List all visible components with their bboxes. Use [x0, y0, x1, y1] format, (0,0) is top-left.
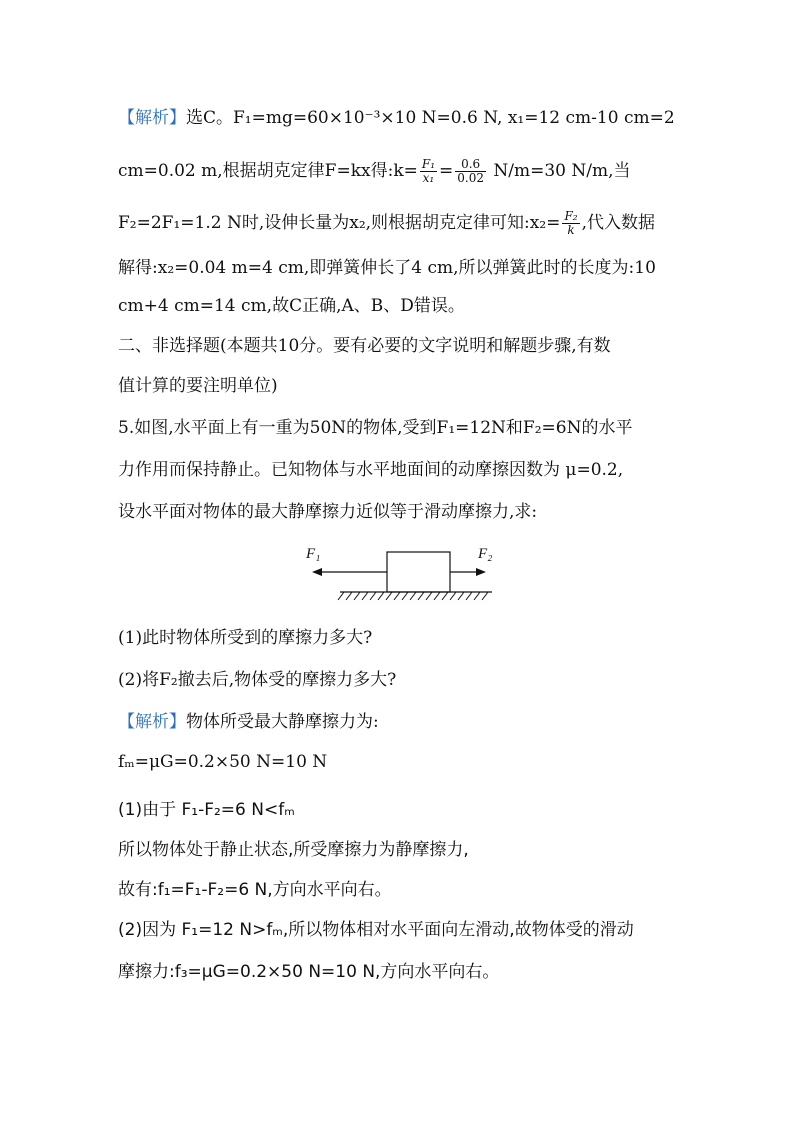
analysis-1-line-4: 解得:x₂=0.04 m=4 cm,即弹簧伸长了4 cm,所以弹簧此时的长度为:10 — [118, 258, 656, 278]
fraction-f1-over-x1 — [420, 158, 437, 185]
question-5-sub-2: (2)将F₂撤去后,物体受的摩擦力多大? — [118, 670, 397, 690]
section-2-line-1: 二、非选择题(本题共10分。要有必要的文字说明和解题步骤,有数 — [118, 336, 611, 356]
force-label-right: F₂ — [478, 546, 493, 562]
analysis-2-line-4: 所以物体处于静止状态,所受摩擦力为静摩擦力, — [118, 840, 469, 860]
force-diagram-svg — [300, 540, 500, 610]
fraction-numerator: F₂ — [564, 209, 578, 223]
fraction-numeric — [455, 158, 486, 185]
analysis-1-line-2-b: N/m=30 N/m,当 — [487, 161, 631, 181]
fraction-f2-over-k — [562, 210, 579, 237]
fraction-denominator: 0.02 — [457, 171, 484, 185]
analysis-1-line-3 — [118, 210, 655, 237]
analysis-1-line-3-a: F₂=2F₁=1.2 N时,设伸长量为x₂,则根据胡克定律可知:x₂= — [118, 213, 561, 233]
analysis-1-line-1 — [118, 106, 675, 130]
question-5-line-3: 设水平面对物体的最大静摩擦力近似等于滑动摩擦力,求: — [118, 502, 538, 522]
analysis-1-line-3-b: ,代入数据 — [581, 213, 655, 233]
section-2-line-2: 值计算的要注明单位) — [118, 376, 278, 396]
block — [387, 552, 450, 592]
analysis-tag-close: 】 — [169, 712, 186, 732]
question-5-line-1: 5.如图,水平面上有一重为50N的物体,受到F₁=12N和F₂=6N的水平 — [118, 418, 633, 438]
ground-hatching — [338, 592, 488, 600]
analysis-2-line-1-text: 物体所受最大静摩擦力为: — [186, 712, 379, 732]
analysis-2-line-5: 故有:f₁=F₁-F₂=6 N,方向水平向右。 — [118, 880, 392, 900]
analysis-2-line-1 — [118, 710, 379, 734]
analysis-2-line-2: fₘ=μG=0.2×50 N=10 N — [118, 752, 328, 772]
analysis-tag-open: 【 — [118, 108, 135, 128]
fraction-numerator: F₁ — [421, 157, 436, 171]
analysis-1-line-5: cm+4 cm=14 cm,故C正确,A、B、D错误。 — [118, 296, 465, 316]
force-label-left: F₁ — [306, 546, 321, 562]
question-5-sub-1: (1)此时物体所受到的摩擦力多大? — [118, 628, 373, 648]
equals-sign: = — [439, 161, 454, 181]
analysis-tag-close: 】 — [169, 108, 186, 128]
analysis-2-line-3: (1)由于 F₁-F₂=6 N<fₘ — [118, 800, 295, 820]
analysis-tag-open: 【 — [118, 712, 135, 732]
fraction-numerator: 0.6 — [455, 158, 486, 172]
fraction-denominator: k — [567, 223, 575, 237]
fraction-denominator: x₁ — [422, 171, 435, 185]
analysis-1-line-2-a: cm=0.02 m,根据胡克定律F=kx得:k= — [118, 161, 418, 181]
analysis-2-line-7: 摩擦力:f₃=μG=0.2×50 N=10 N,方向水平向右。 — [118, 962, 500, 982]
left-arrow-head — [312, 568, 322, 576]
analysis-1-line-1-text: 选C。F₁=mg=60×10⁻³×10 N=0.6 N, x₁=12 cm-10 cm=2 — [186, 108, 675, 128]
analysis-tag-word: 解析 — [135, 108, 169, 128]
question-5-line-2: 力作用而保持静止。已知物体与水平地面间的动摩擦因数为 μ=0.2, — [118, 460, 624, 480]
force-diagram — [300, 540, 500, 610]
analysis-1-line-2 — [118, 158, 631, 185]
analysis-tag-word: 解析 — [135, 712, 169, 732]
right-arrow-head — [476, 568, 486, 576]
analysis-2-line-6: (2)因为 F₁=12 N>fₘ,所以物体相对水平面向左滑动,故物体受的滑动 — [118, 920, 634, 940]
